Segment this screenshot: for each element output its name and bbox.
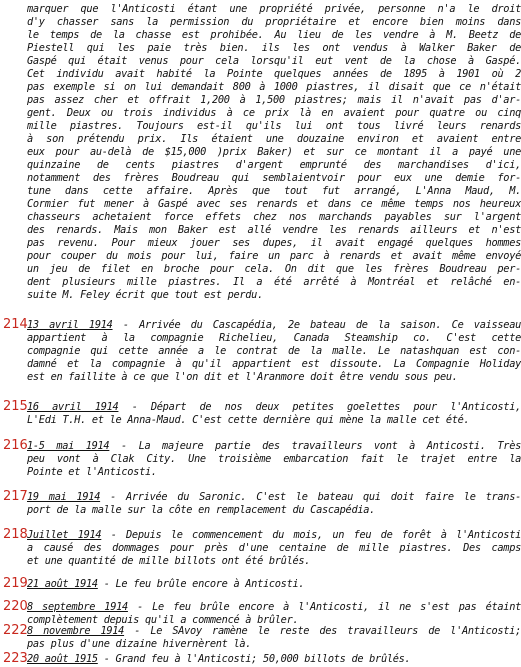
entry-first-line bbox=[27, 653, 521, 665]
text-line: un jeu de filet en broche pour cela. On dit que les frères Boudreau per- bbox=[27, 263, 521, 275]
text-line: Cormier fut mener à Gaspé avec ses renards et dans ce même temps nos heureux bbox=[27, 198, 521, 210]
text-line: eux pour au-delà de $15,000 )prix Baker) et sur ce montant il a payé une bbox=[27, 146, 521, 158]
text-line: - Départ de nos deux petites goelettes pour l'Anticosti, bbox=[118, 401, 521, 413]
text-line: appartient à la compagnie Richelieu, Canada Steamship co. C'est cette bbox=[27, 332, 521, 344]
text-line: Piestell qui les paie très bien. ils les ont vendus à Walker Baker de bbox=[27, 42, 521, 54]
entry-number: 218 bbox=[3, 527, 28, 542]
text-line: port de la malle sur la côte en remplacement du Cascapédia. bbox=[27, 504, 376, 516]
text-line: peu vont à Clak City. Une troisième embarcation fait le trajet entre la bbox=[27, 453, 521, 465]
text-line: mille piastres. Toujours est-il qu'ils lui ont tous livré leurs renards bbox=[27, 120, 521, 132]
text-line: - Arrivée du Saronic. C'est le bateau qui doit faire le trans- bbox=[100, 491, 521, 503]
entry-first-line bbox=[27, 625, 521, 637]
entry-date: 13 avril 1914 bbox=[27, 319, 113, 331]
text-line: Cet individu avait habité la Pointe quelques années de 1895 à 1901 où 2 bbox=[27, 68, 521, 80]
text-line: pour couper du mois pour lui, faire un parc à renards et avait même envoyé bbox=[27, 250, 521, 262]
text-line: d'y chasser sans la permission du propriétaire et encore bien moins dans bbox=[27, 16, 521, 28]
entry-date: 1-5 mai 1914 bbox=[27, 440, 110, 452]
text-line: - Le feu brûle encore à l'Anticosti, il ne s'est pas étaint bbox=[127, 601, 521, 613]
entry-first-line bbox=[27, 440, 521, 452]
text-line: pas plus d'une dizaine hivernèrent là. bbox=[27, 638, 252, 650]
entry-number: 222 bbox=[3, 623, 28, 638]
text-line: - Depuis le commencement du mois, un feu de forêt à l'Anticosti bbox=[101, 529, 521, 541]
entry-first-line bbox=[27, 529, 521, 541]
entry-number: 214 bbox=[3, 317, 28, 332]
text-line: quinzaine de cents piastres d'argent emprunté des marchandises d'ici, bbox=[27, 159, 521, 171]
entry-first-line bbox=[27, 601, 521, 613]
text-line: - Grand feu à l'Anticosti; 50,000 billots de brûlés. bbox=[97, 653, 411, 665]
text-line: à son prétendu prix. Ils étaient une douzaine environ et avaient entre bbox=[27, 133, 521, 145]
entry-first-line bbox=[27, 319, 521, 331]
text-line: notamment des frères Boudreau qui semblaientvoir pour eux une demie for- bbox=[27, 172, 521, 184]
text-line: suite M. Feley écrit que tout est perdu. bbox=[27, 289, 263, 301]
text-line: chasseurs achetaient force effets chez nos marchands payables sur l'argent bbox=[27, 211, 521, 223]
entry-number: 223 bbox=[3, 651, 28, 666]
entry-date: 16 avril 1914 bbox=[27, 401, 119, 413]
text-line: a causé des dommages pour près d'une centaine de mille piastres. Des camps bbox=[27, 542, 521, 554]
entry-first-line bbox=[27, 491, 521, 503]
text-line: L'Edi T.H. et le Anna-Maud. C'est cette dernière qui mène la malle cet été. bbox=[27, 414, 470, 426]
text-line: - La majeure partie des travailleurs vont à Anticosti. Très bbox=[109, 440, 521, 452]
text-line: pas assez cher et offrait 1,200 à 1,500 piastres; mais il n'avait pas d'ar- bbox=[27, 94, 521, 106]
entry-date: 8 novembre 1914 bbox=[27, 625, 125, 637]
text-line: gent. Deux ou trois individus à ce prix là en avaient pour quatre ou cinq bbox=[27, 107, 521, 119]
text-line: et une quantité de mille billots ont été brûlés. bbox=[27, 555, 311, 567]
text-line: - Le SAvoy ramène le reste des travailleurs de l'Anticosti; bbox=[124, 625, 521, 637]
entry-number: 219 bbox=[3, 576, 28, 591]
text-line: Pointe et l'Anticosti. bbox=[27, 466, 157, 478]
text-line: Gaspé qui était venus pour cela lorsqu'il eut vent de la chose à Gaspé. bbox=[27, 55, 521, 67]
text-line: marquer que l'Anticosti étant une propriété privée, personne n'a le droit bbox=[27, 3, 521, 15]
entry-date: 8 septembre 1914 bbox=[27, 601, 128, 613]
text-line: est en faillite à ce que l'on dit et l'Aranmore doit être vendu sous peu. bbox=[27, 371, 458, 383]
text-line: compagnie qui cette année a le contrat de la malle. Le natashquan est con- bbox=[27, 345, 521, 357]
entry-first-line bbox=[27, 578, 521, 590]
entry-date: 21 août 1914 bbox=[27, 578, 98, 590]
text-line: le temps de la chasse est prohibée. Au lieu de les vendre à M. Beetz de bbox=[27, 29, 521, 41]
text-line: des renards. Mais mon Baker est allé vendre les renards ailleurs et n'est bbox=[27, 224, 521, 236]
text-line: tune dans cette affaire. Après que tout fut arrangé, L'Anna Maud, M. bbox=[27, 185, 521, 197]
text-line: - Le feu brûle encore à Anticosti. bbox=[97, 578, 305, 590]
text-line: pas revenu. Pour mieux jouer ses dupes, il avait engagé quelques hommes bbox=[27, 237, 521, 249]
text-line: dent plusieurs mille piastres. Il a été arrêté à Montréal et relâché en- bbox=[27, 276, 521, 288]
entry-date: 19 mai 1914 bbox=[27, 491, 101, 503]
text-line: complètement depuis qu'il a commencé à brûler. bbox=[27, 614, 299, 626]
entry-number: 215 bbox=[3, 399, 28, 414]
entry-number: 216 bbox=[3, 438, 28, 453]
entry-date: Juillet 1914 bbox=[27, 529, 102, 541]
entry-number: 217 bbox=[3, 489, 28, 504]
entry-first-line bbox=[27, 401, 521, 413]
entry-number: 220 bbox=[3, 599, 28, 614]
entry-date: 20 août 1915 bbox=[27, 653, 98, 665]
text-line: damné et la compagnie à qu'il appartient est dissoute. La Compagnie Holiday bbox=[27, 358, 521, 370]
text-line: pas exemple si on lui demandait 800 à 1000 piastres, il disait que ce n'était bbox=[27, 81, 521, 93]
text-line: - Arrivée du Cascapédia, 2e bateau de la saison. Ce vaisseau bbox=[112, 319, 521, 331]
